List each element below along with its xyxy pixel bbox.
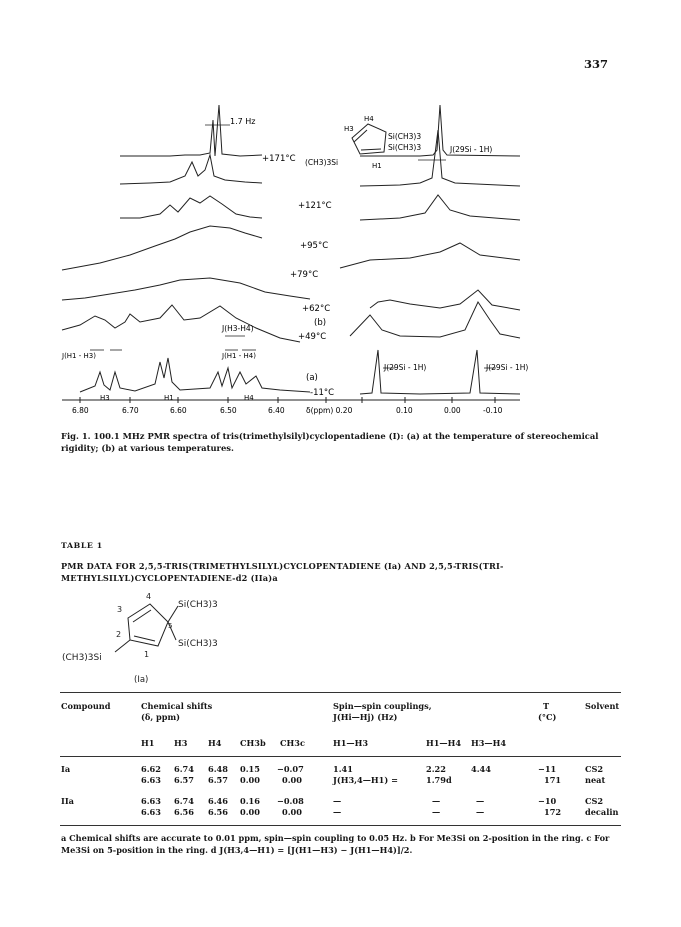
- cell-j14: 1.79d: [426, 775, 452, 785]
- cell-h3: 6.57: [174, 775, 194, 785]
- chemical-shift-axis: [62, 397, 520, 403]
- position-5-label: 5: [168, 622, 173, 630]
- subheader-ch3c: CH3c: [280, 738, 305, 748]
- axis-tick-label: 6.70: [122, 406, 139, 415]
- position-1-label: 1: [144, 650, 150, 659]
- cell-temp: 171: [544, 775, 562, 785]
- cell-h3: 6.74: [174, 764, 194, 774]
- h4-ring-label: H4: [364, 115, 374, 123]
- table-bottom-rule: [60, 825, 621, 826]
- table-title: PMR DATA FOR 2,5,5-TRIS(TRIMETHYLSILYL)CYCLOPENTADIENE (Ia) AND 2,5,5-TRIS(TRI-METHYLSILYL)CYCLOPENTADIENE-d2 (IIa)a: [61, 561, 504, 583]
- header-couplings: Spin—spin couplings,: [333, 701, 432, 711]
- peak-label-h3: H3: [100, 394, 110, 402]
- cell-h1: 6.62: [141, 764, 161, 774]
- temp-label-121: +121°C: [298, 201, 332, 211]
- j-h1h4-label: J(H1 - H4): [222, 352, 256, 360]
- temp-label-49: +49°C: [298, 332, 327, 342]
- j-h1h3-label: J(H1 - H3): [62, 352, 96, 360]
- si-sub-top-label: Si(CH3)3: [388, 132, 422, 141]
- axis-tick-label: 6.40: [268, 406, 285, 415]
- j29si-right-label: J(29Si - 1H): [486, 363, 529, 372]
- table-top-rule: [60, 692, 621, 693]
- axis-tick-label: 6.60: [170, 406, 187, 415]
- axis-tick-label: 0.10: [396, 406, 413, 415]
- panel-label-a: (a): [306, 373, 318, 383]
- panel-label-b: (b): [314, 318, 327, 328]
- cell-h3: 6.74: [174, 796, 194, 806]
- axis-tick-label: δ(ppm) 0.20: [306, 406, 353, 415]
- cell-j13: 1.41: [333, 764, 353, 774]
- cell-j14: —: [432, 807, 441, 817]
- cell-ch3c: 0.00: [282, 775, 302, 785]
- cell-h4: 6.56: [208, 807, 228, 817]
- si-top-label: Si(CH3)3: [178, 600, 218, 610]
- header-shifts-sub: (δ, ppm): [141, 712, 181, 722]
- subheader-h4: H4: [208, 738, 222, 748]
- cell-solvent: neat: [585, 775, 606, 785]
- cell-j13: J(H3,4—H1) =: [333, 775, 398, 785]
- peak-label-h1: H1: [164, 394, 174, 402]
- subheader-h3: H3: [174, 738, 188, 748]
- cell-ch3c: 0.00: [282, 807, 302, 817]
- cell-h1: 6.63: [141, 807, 161, 817]
- cell-h4: 6.46: [208, 796, 228, 806]
- header-compound: Compound: [61, 701, 111, 711]
- position-4-label: 4: [146, 592, 152, 601]
- h1-ring-label: H1: [372, 162, 382, 170]
- table-footnote: a Chemical shifts are accurate to 0.01 ppm, spin—spin coupling to 0.05 Hz. b For Me3Si on 2-position in the ring. c For Me3Si on 5-position in the ring. d J(H3,4—H1) = [J(H1—H3) − J(H1—H4)]/2.: [61, 833, 610, 855]
- si-bottom-label: Si(CH3)3: [178, 639, 218, 649]
- temp-label-62: +62°C: [302, 304, 331, 314]
- nmr-spectra-figure: [0, 0, 681, 430]
- axis-tick-label: 6.50: [220, 406, 237, 415]
- cell-compound: Ia: [61, 764, 71, 774]
- cell-solvent: decalin: [585, 807, 619, 817]
- temp-label-171: +171°C: [262, 154, 296, 164]
- subheader-h1: H1: [141, 738, 155, 748]
- cell-h4: 6.48: [208, 764, 228, 774]
- temp-label-minus11: -11°C: [310, 388, 335, 398]
- ring-bonds: [115, 604, 178, 652]
- table-header-rule: [60, 756, 621, 757]
- axis-tick-labels: [72, 406, 503, 415]
- page-number: 337: [584, 57, 609, 71]
- header-temp-sub: (°C): [538, 712, 557, 722]
- axis-tick-label: -0.10: [483, 406, 503, 415]
- cell-h3: 6.56: [174, 807, 194, 817]
- subheader-h3-h4: H3—H4: [471, 738, 507, 748]
- cell-solvent: CS2: [585, 764, 604, 774]
- subheader-h1-h4: H1—H4: [426, 738, 462, 748]
- j-h3h4-b-label: J(H3-H4): [222, 324, 254, 333]
- cell-j13: —: [333, 807, 342, 817]
- cell-ch3c: −0.07: [277, 764, 304, 774]
- cell-ch3b: 0.00: [240, 775, 260, 785]
- cell-h1: 6.63: [141, 775, 161, 785]
- cell-j34: —: [476, 807, 485, 817]
- peak-label-h4: H4: [244, 394, 254, 402]
- position-3-label: 3: [117, 605, 123, 614]
- me3si-structure-label: (CH3)3Si: [62, 653, 102, 663]
- cell-h4: 6.57: [208, 775, 228, 785]
- axis-tick-label: 6.80: [72, 406, 89, 415]
- axis-tick-label: 0.00: [444, 406, 461, 415]
- spectrum-trace-62: [62, 278, 520, 310]
- h3-ring-label: H3: [344, 125, 354, 133]
- header-solvent: Solvent: [585, 701, 620, 711]
- compound-label: (Ia): [134, 675, 149, 685]
- cyclopentadiene-ring-sketch: [352, 124, 386, 154]
- cell-ch3b: 0.00: [240, 807, 260, 817]
- hz-label: 1.7 Hz: [230, 117, 256, 126]
- cell-temp: −10: [538, 796, 557, 806]
- me3si-label: (CH3)3Si: [305, 158, 339, 167]
- subheader-ch3b: CH3b: [240, 738, 266, 748]
- cell-ch3b: 0.15: [240, 764, 260, 774]
- position-2-label: 2: [116, 630, 122, 639]
- header-couplings-sub: J(Hi—Hj) (Hz): [333, 712, 398, 722]
- j29si-left-label: J(29Si - 1H): [384, 363, 427, 372]
- cell-solvent: CS2: [585, 796, 604, 806]
- cell-temp: −11: [538, 764, 557, 774]
- header-shifts: Chemical shifts: [141, 701, 213, 711]
- j29si-top-label: J(29Si - 1H): [450, 145, 493, 154]
- temp-label-79: +79°C: [290, 270, 319, 280]
- spectrum-trace-minus11: [80, 350, 520, 394]
- cell-j34: 4.44: [471, 764, 491, 774]
- header-temp: T: [543, 701, 550, 711]
- cell-ch3c: −0.08: [277, 796, 304, 806]
- table-label: TABLE 1: [61, 541, 103, 550]
- figure-caption: Fig. 1. 100.1 MHz PMR spectra of tris(trimethylsilyl)cyclopentadiene (I): (a) at the temperature of stereochemical rigidity; (b) at various temperatures.: [61, 431, 599, 453]
- temp-label-95: +95°C: [300, 241, 329, 251]
- cell-j14: 2.22: [426, 764, 446, 774]
- cell-temp: 172: [544, 807, 562, 817]
- cell-h1: 6.63: [141, 796, 161, 806]
- cell-j13: —: [333, 796, 342, 806]
- spectrum-trace-49: [62, 302, 520, 342]
- spectrum-trace-79: [62, 226, 520, 270]
- subheader-h1-h3: H1—H3: [333, 738, 369, 748]
- si-sub-mid-label: Si(CH3)3: [388, 143, 422, 152]
- cell-ch3b: 0.16: [240, 796, 260, 806]
- cell-j34: —: [476, 796, 485, 806]
- cell-j14: —: [432, 796, 441, 806]
- cell-compound: IIa: [61, 796, 74, 806]
